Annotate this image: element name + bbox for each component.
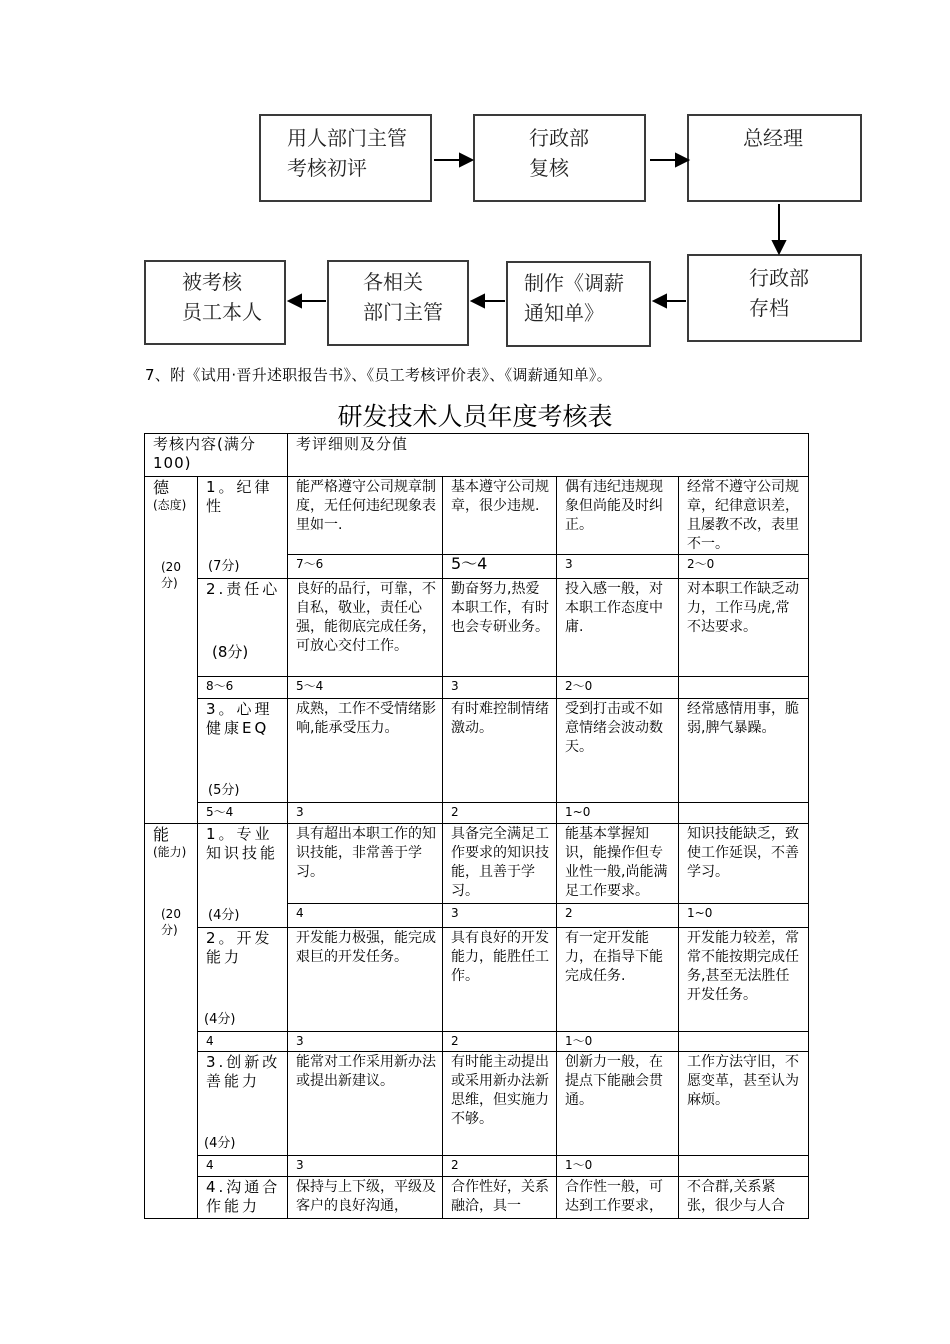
score-cell: 2	[443, 1156, 557, 1177]
score-cell: 7～6	[288, 555, 443, 579]
score-cell: 1～0	[557, 1156, 679, 1177]
criteria-cell: 合作性一般，可达到工作要求，	[557, 1177, 679, 1219]
score-cell: 2	[443, 1032, 557, 1052]
score-cell: 8～6	[198, 677, 288, 699]
score-cell: 3	[557, 555, 679, 579]
item-points: (4分)	[204, 1012, 236, 1027]
table-header-row	[145, 434, 809, 477]
flow-step-text: 总经理	[743, 126, 803, 150]
table-row	[145, 579, 809, 677]
criteria-cell: 投入感一般，对本职工作态度中庸.	[557, 579, 679, 677]
score-cell: 4	[198, 1032, 288, 1052]
dimension-cell	[145, 477, 198, 824]
score-cell: 4	[198, 1156, 288, 1177]
score-row	[145, 1156, 809, 1177]
score-cell: 4	[288, 904, 443, 928]
score-cell	[679, 677, 809, 699]
arrow-head-right-1	[460, 154, 472, 166]
score-cell: 1~0	[679, 904, 809, 928]
dimension-cell	[145, 824, 198, 1219]
criteria-cell: 受到打击或不如意情绪会波动数天。	[557, 699, 679, 803]
arrow-head-left-3	[289, 295, 301, 307]
flow-step-text: 各相关	[363, 270, 423, 294]
criteria-cell: 具有良好的开发能力，能胜任工作。	[443, 928, 557, 1032]
criteria-cell: 良好的品行，可靠，不自私，敬业，责任心强，能彻底完成任务，可放心交付工作。	[288, 579, 443, 677]
score-cell: 2～0	[679, 555, 809, 579]
flow-step-text: 被考核	[182, 270, 242, 294]
header-content: 考核内容(满分100)	[145, 434, 288, 477]
item-name: 1。纪律性	[206, 478, 273, 515]
criteria-cell: 知识技能缺乏，致使工作延误，不善学习。	[679, 824, 809, 904]
item-cell	[198, 699, 288, 803]
flow-step-text: 用人部门主管	[287, 126, 407, 150]
item-name: 3。心理健康EQ	[206, 700, 273, 737]
flow-step-text: 员工本人	[182, 300, 262, 324]
flow-step-text: 制作《调薪	[524, 271, 624, 295]
score-cell: 2	[557, 904, 679, 928]
item-name: 2.责任心	[206, 580, 281, 598]
item-cell	[198, 1052, 288, 1156]
dimension-note: (态度)	[153, 498, 187, 512]
criteria-cell: 保持与上下级，平级及客户的良好沟通，	[288, 1177, 443, 1219]
criteria-cell: 工作方法守旧，不愿变革，甚至认为麻烦。	[679, 1052, 809, 1156]
criteria-cell: 开发能力极强，能完成艰巨的开发任务。	[288, 928, 443, 1032]
score-cell: 1～0	[557, 1032, 679, 1052]
score-cell: 5～4	[288, 677, 443, 699]
item-points: (7分)	[208, 559, 240, 574]
arrow-head-down	[773, 241, 785, 253]
score-cell	[679, 1032, 809, 1052]
score-cell: 3	[443, 677, 557, 699]
criteria-cell: 对本职工作缺乏动力，工作马虎,常不达要求。	[679, 579, 809, 677]
score-cell: 1~0	[557, 803, 679, 824]
table-row	[145, 928, 809, 1032]
criteria-cell: 有时难控制情绪激动。	[443, 699, 557, 803]
score-cell: 5～4	[198, 803, 288, 824]
attachment-note: 7、附《试用·晋升述职报告书》、《员工考核评价表》、《调薪通知单》。	[145, 366, 613, 384]
item-points: (5分)	[208, 783, 240, 798]
criteria-cell: 创新力一般，在提点下能融会贯通。	[557, 1052, 679, 1156]
table-row	[145, 699, 809, 803]
dimension-note: (能力)	[153, 845, 187, 859]
item-points: (4分)	[208, 908, 240, 923]
criteria-cell: 能常对工作采用新办法或提出新建议。	[288, 1052, 443, 1156]
item-cell	[198, 1177, 288, 1219]
flow-step-text: 考核初评	[287, 156, 367, 180]
arrow-head-left-2	[472, 295, 484, 307]
criteria-cell: 开发能力较差，常常不能按期完成任务,甚至无法胜任开发任务。	[679, 928, 809, 1032]
score-cell: 5～4	[443, 555, 557, 579]
flow-step-text: 行政部	[529, 126, 589, 150]
criteria-cell: 具有超出本职工作的知识技能，非常善于学习。	[288, 824, 443, 904]
header-rules: 考评细则及分值	[288, 434, 809, 477]
arrow-head-right-2	[676, 154, 688, 166]
criteria-cell: 不合群,关系紧张，很少与人合	[679, 1177, 809, 1219]
flow-step-text: 存档	[749, 296, 789, 320]
flow-step-text: 部门主管	[363, 300, 443, 324]
score-cell	[679, 803, 809, 824]
arrow-head-left-1	[654, 295, 666, 307]
score-cell: 2～0	[557, 677, 679, 699]
criteria-cell: 合作性好，关系融洽，具一	[443, 1177, 557, 1219]
criteria-cell: 能基本掌握知识，能操作但专业性一般,尚能满足工作要求。	[557, 824, 679, 904]
score-cell: 3	[443, 904, 557, 928]
item-name: 4.沟通合作能力	[206, 1178, 281, 1215]
item-cell	[198, 579, 288, 677]
score-cell	[679, 1156, 809, 1177]
item-points: (4分)	[204, 1136, 236, 1151]
flow-step-text: 通知单》	[524, 301, 604, 325]
criteria-cell: 偶有违纪违规现象但尚能及时纠正。	[557, 477, 679, 555]
flow-arrows	[0, 0, 950, 360]
criteria-cell: 成熟，工作不受情绪影响,能承受压力。	[288, 699, 443, 803]
criteria-cell: 基本遵守公司规章，很少违规.	[443, 477, 557, 555]
table-row	[145, 824, 809, 904]
criteria-cell: 勤奋努力,热爱本职工作，有时也会专研业务。	[443, 579, 557, 677]
score-row	[145, 677, 809, 699]
score-cell: 2	[443, 803, 557, 824]
score-cell: 3	[288, 803, 443, 824]
item-name: 1。专业知识技能	[206, 825, 279, 862]
score-row	[145, 803, 809, 824]
item-cell	[198, 824, 288, 928]
flow-step-text: 行政部	[749, 266, 809, 290]
score-row	[145, 1032, 809, 1052]
criteria-cell: 经常不遵守公司规章，纪律意识差，且屡教不改，表里不一。	[679, 477, 809, 555]
dimension-label: 德	[153, 478, 170, 497]
table-row	[145, 1177, 809, 1219]
form-title: 研发技术人员年度考核表	[337, 402, 613, 431]
item-points: (8分)	[212, 643, 249, 661]
dimension-points: (20分)	[161, 560, 181, 590]
dimension-points: (20分)	[161, 907, 181, 937]
criteria-cell: 具备完全满足工作要求的知识技能，且善于学习。	[443, 824, 557, 904]
criteria-cell: 有时能主动提出或采用新办法新思维，但实施力不够。	[443, 1052, 557, 1156]
criteria-cell: 能严格遵守公司规章制度，无任何违纪现象表里如一.	[288, 477, 443, 555]
table-row	[145, 477, 809, 555]
score-cell: 3	[288, 1032, 443, 1052]
criteria-cell: 有一定开发能力，在指导下能完成任务.	[557, 928, 679, 1032]
item-name: 3.创新改善能力	[206, 1053, 281, 1090]
dimension-label: 能	[153, 825, 170, 844]
table-row	[145, 1052, 809, 1156]
item-cell	[198, 928, 288, 1032]
criteria-cell: 经常感情用事，脆弱,脾气暴躁。	[679, 699, 809, 803]
evaluation-table	[144, 433, 809, 1219]
item-cell	[198, 477, 288, 579]
score-cell: 3	[288, 1156, 443, 1177]
item-name: 2。开发能力	[206, 929, 273, 966]
flow-step-text: 复核	[529, 156, 569, 180]
